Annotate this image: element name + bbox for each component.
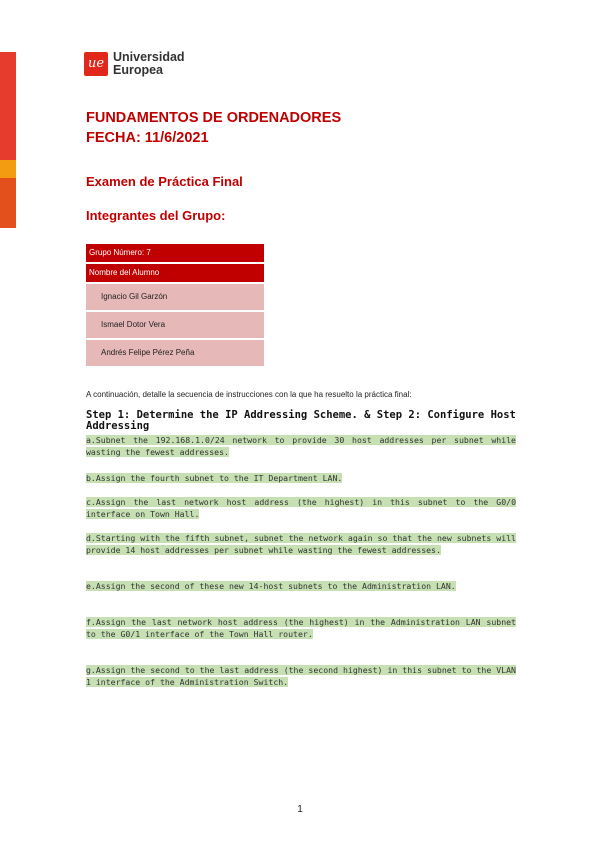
task-item	[86, 616, 516, 640]
side-band-orange	[0, 160, 16, 178]
student-name-header: Nombre del Alumno	[86, 264, 264, 282]
university-name	[113, 51, 185, 77]
university-logo-icon: ue	[84, 52, 108, 76]
task-item	[86, 532, 516, 556]
task-item	[86, 496, 516, 520]
page-number: 1	[297, 804, 303, 815]
exam-title: Examen de Práctica Final	[86, 174, 243, 189]
course-title: FUNDAMENTOS DE ORDENADORES	[86, 110, 342, 126]
task-item	[86, 472, 516, 484]
task-text: d.Starting with the fifth subnet, subnet the network again so that the new subnets will provide 14 host addresses per subnet while wasting the fewest addresses.	[86, 533, 516, 555]
group-title: Integrantes del Grupo:	[86, 208, 226, 223]
step-title: Step 1: Determine the IP Addressing Scheme. & Step 2: Configure Host Addressing	[86, 409, 516, 432]
task-text: g.Assign the second to the last address (the second highest) in this subnet to the VLAN 1 interface of the Administration Switch.	[86, 665, 516, 687]
task-item	[86, 434, 516, 458]
university-name-line1: Universidad	[113, 50, 185, 64]
university-name-line2: Europea	[113, 63, 164, 77]
task-item	[86, 664, 516, 688]
group-table	[86, 244, 264, 368]
side-band-darkorange	[0, 178, 16, 228]
task-text: a.Subnet the 192.168.1.0/24 network to provide 30 host addresses per subnet while wasting the fewest addresses.	[86, 435, 516, 457]
exam-date: FECHA: 11/6/2021	[86, 130, 209, 146]
task-text: b.Assign the fourth subnet to the IT Department LAN.	[86, 473, 343, 483]
task-item	[86, 580, 516, 592]
task-text: e.Assign the second of these new 14-host subnets to the Administration LAN.	[86, 581, 456, 591]
side-band-red	[0, 52, 16, 160]
student-row: Andrés Felipe Pérez Peña	[86, 340, 264, 366]
task-text: c.Assign the last network host address (the highest) in this subnet to the G0/0 interface on Town Hall.	[86, 497, 516, 519]
task-text: f.Assign the last network host address (the highest) in the Administration LAN subnet to the G0/1 interface of the Town Hall router.	[86, 617, 516, 639]
instructions-intro: A continuación, detalle la secuencia de instrucciones con la que ha resuelto la práctica final:	[86, 390, 412, 399]
student-row: Ignacio Gil Garzón	[86, 284, 264, 310]
group-number-cell: Grupo Número: 7	[86, 244, 264, 262]
student-row: Ismael Dotor Vera	[86, 312, 264, 338]
